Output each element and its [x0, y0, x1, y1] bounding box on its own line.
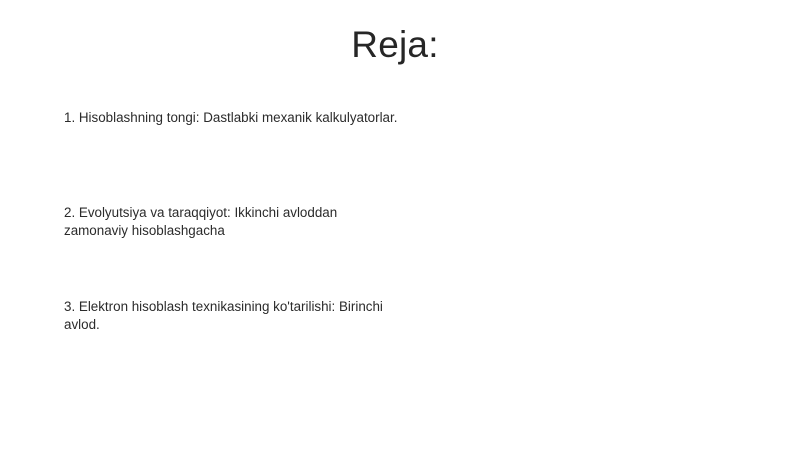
agenda-item-2: 2. Evolyutsiya va taraqqiyot: Ikkinchi avloddan zamonaviy hisoblashgacha	[64, 205, 338, 238]
agenda-item-1: 1. Hisoblashning tongi: Dastlabki mexanik kalkulyatorlar.	[64, 110, 398, 125]
slide-title: Reja:	[351, 24, 439, 65]
agenda-item-3: 3. Elektron hisoblash texnikasining ko'tarilishi: Birinchi avlod.	[64, 299, 383, 332]
